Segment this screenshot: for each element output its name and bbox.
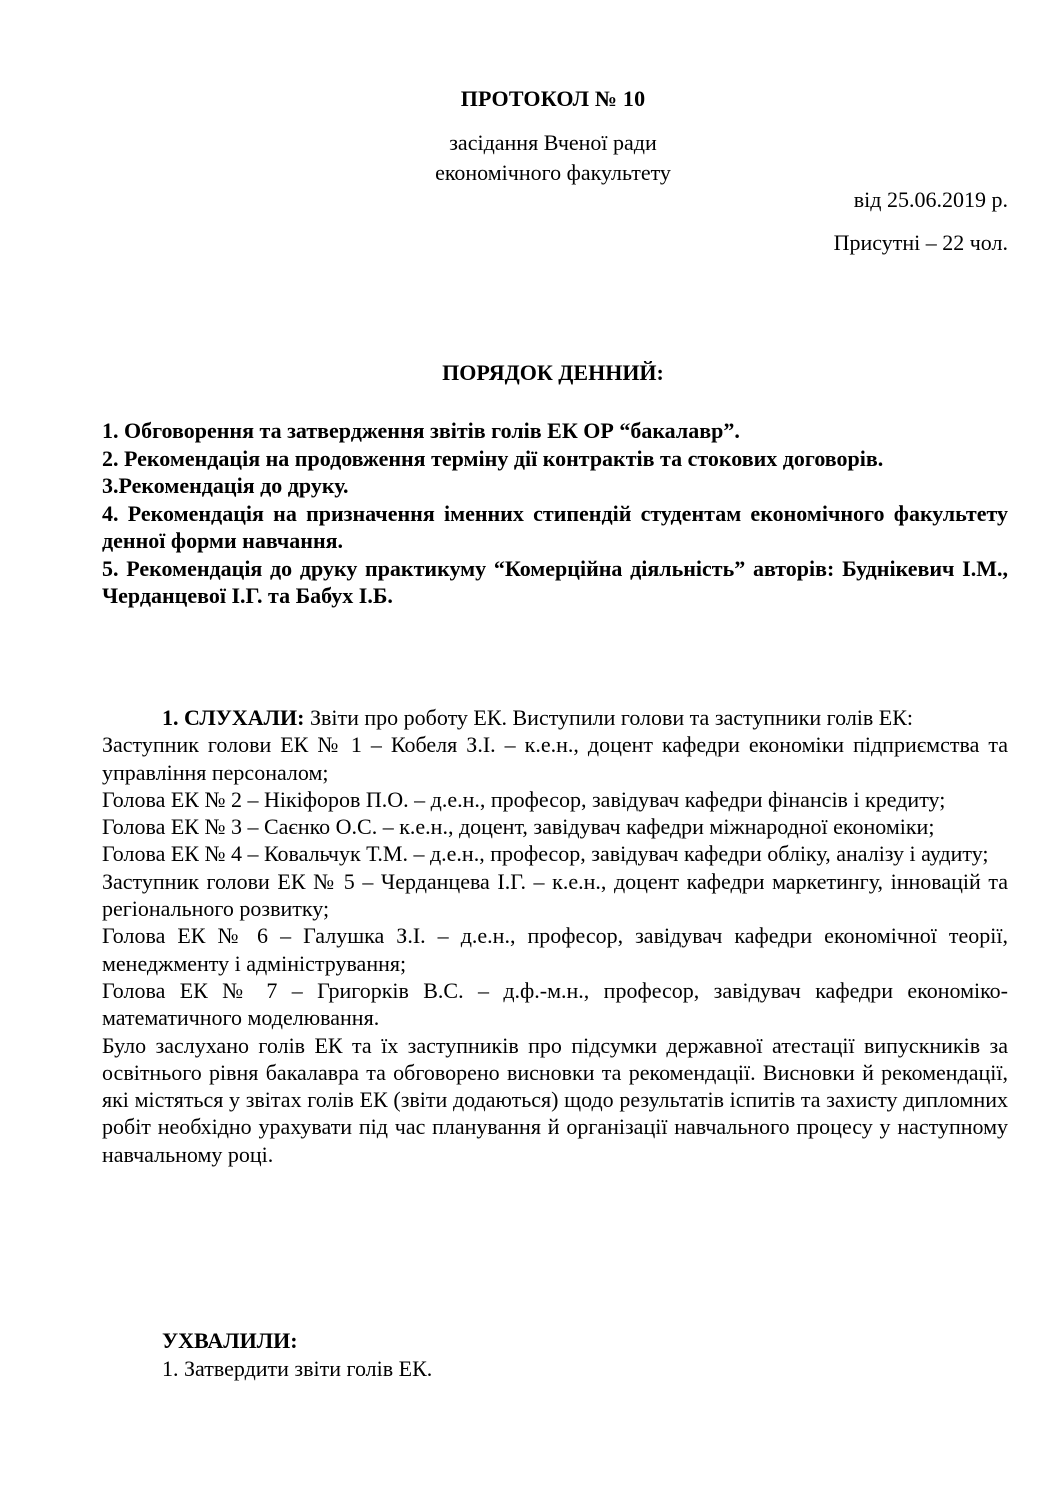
speaker-item: Заступник голови ЕК № 5 – Черданцева І.Г. – к.е.н., доцент кафедри маркетингу, інновацій та регіонального розвитку;	[102, 868, 1008, 922]
heard-summary: Було заслухано голів ЕК та їх заступників про підсумки державної атестації випускників за освітнього рівня бакалавра та обговорено висновки та рекомендації. Висновки й рекомендації, які містяться у звітах голів ЕК (звіти додаються) щодо результатів іспитів та захисту дипломних робіт необхідно урахувати під час планування й організації навчального процесу у наступному навчальному році.	[102, 1032, 1008, 1167]
resolved-label: УХВАЛИЛИ:	[162, 1328, 298, 1353]
heard-section	[102, 704, 1008, 1168]
speaker-item: Голова ЕК № 6 – Галушка З.І. – д.е.н., професор, завідувач кафедри економічної теорії, менеджменту і адміністрування;	[102, 923, 1008, 976]
heard-label: 1. СЛУХАЛИ:	[162, 705, 305, 730]
speaker-item: Заступник голови ЕК № 1 – Кобеля З.І. – к.е.н., доцент кафедри економіки підприємства та управління персоналом;	[102, 732, 1008, 785]
attendance-count: Присутні – 22 чол.	[833, 230, 1008, 255]
heard-intro	[102, 704, 1008, 731]
agenda-item: 5. Рекомендація до друку практикуму “Комерційна діяльність” авторів: Буднікевич І.М., Черданцевої І.Г. та Бабух І.Б.	[102, 555, 1008, 608]
agenda-item: 2. Рекомендація на продовження терміну дії контрактів та стокових договорів.	[102, 445, 884, 471]
protocol-date: від 25.06.2019 р.	[853, 187, 1008, 212]
faculty-subtitle: економічного факультету	[435, 160, 671, 185]
resolved-section	[162, 1327, 432, 1383]
agenda-item: 3.Рекомендація до друку.	[102, 473, 349, 498]
meeting-subtitle: засідання Вченої ради	[449, 130, 657, 155]
speaker-item: Голова ЕК № 3 – Саєнко О.С. – к.е.н., доцент, завідувач кафедри міжнародної економіки;	[102, 814, 935, 840]
agenda-list	[102, 417, 1008, 610]
resolved-item: 1. Затвердити звіти голів ЕК.	[162, 1356, 433, 1381]
speaker-item: Голова ЕК № 2 – Нікіфоров П.О. – д.е.н., професор, завідувач кафедри фінансів і кредиту;	[102, 786, 946, 812]
heard-intro-text: Звіти про роботу ЕК. Виступили голови та заступники голів ЕК:	[304, 705, 914, 730]
protocol-title: ПРОТОКОЛ № 10	[460, 86, 646, 111]
agenda-heading: ПОРЯДОК ДЕННИЙ:	[442, 360, 664, 385]
agenda-item: 1. Обговорення та затвердження звітів голів ЕК ОР “бакалавр”.	[102, 418, 740, 443]
speaker-item: Голова ЕК № 4 – Ковальчук Т.М. – д.е.н., професор, завідувач кафедри обліку, аналізу і аудиту;	[102, 841, 989, 867]
speaker-item: Голова ЕК № 7 – Григорків В.С. – д.ф.-м.н., професор, завідувач кафедри економіко-математичного моделювання.	[102, 977, 1008, 1031]
agenda-item: 4. Рекомендація на призначення іменних стипендій студентам економічного факультету денної форми навчання.	[102, 500, 1008, 553]
